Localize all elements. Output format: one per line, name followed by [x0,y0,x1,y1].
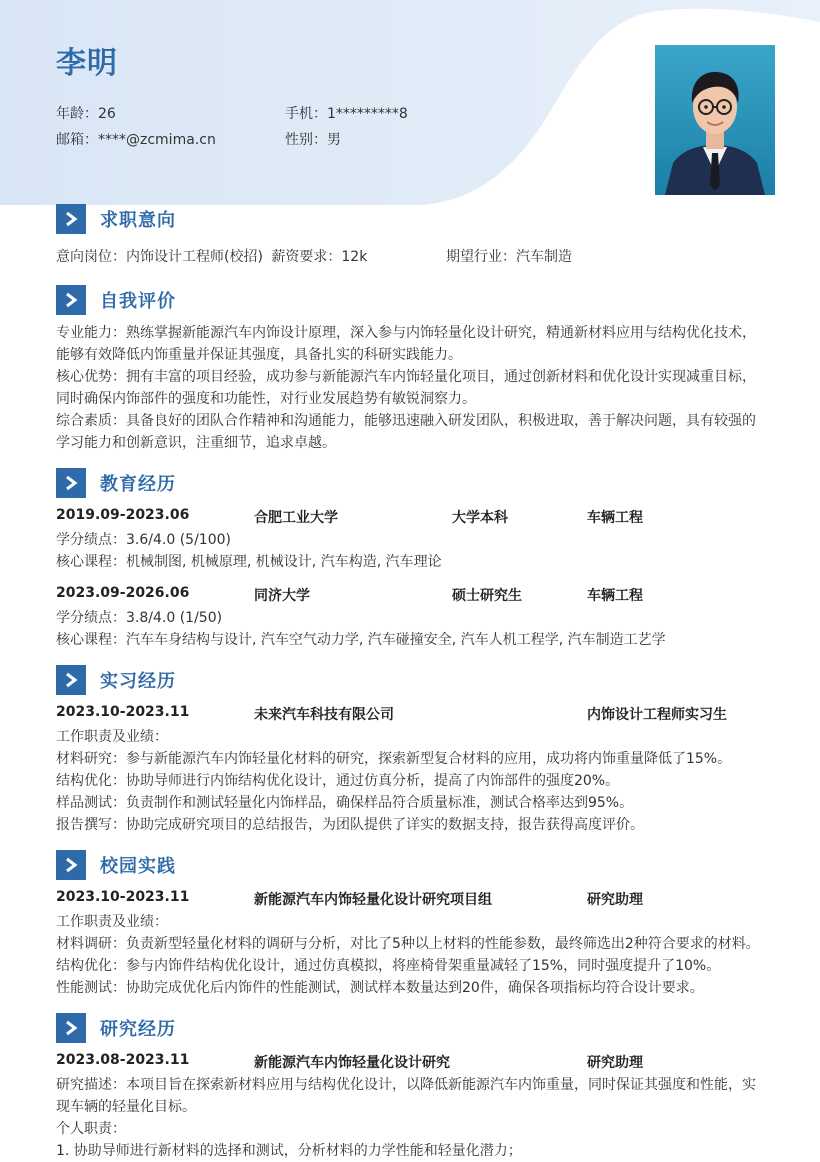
intent-industry: 期望行业：汽车制造 [446,249,572,265]
research-line: 现车辆的轻量化目标。 [56,1099,196,1115]
intern-line: 材料研究：参与新能源汽车内饰轻量化材料的研究，探索新型复合材料的应用，成功将内饰重量降低了15%。 [56,751,732,767]
education-entry-header [56,585,768,605]
section-self-eval-header [56,285,176,315]
self-eval-line: 综合素质：具备良好的团队合作精神和沟通能力，能够迅速融入研发团队，积极进取，善于解决问题，具有较强的 [56,413,756,429]
research-line: 1. 协助导师进行新材料的选择和测试，分析材料的力学性能和轻量化潜力； [56,1143,522,1159]
chevron-right-icon [56,665,86,695]
research-line: 个人职责： [56,1121,126,1137]
section-education-header [56,468,176,498]
campus-line: 性能测试：协助完成优化后内饰件的性能测试，测试样本数量达到20件，确保各项指标均符合设计要求。 [56,980,704,996]
edu-degree: 硕士研究生 [452,588,522,604]
section-title: 自我评价 [100,291,176,312]
campus-role: 研究助理 [587,892,643,908]
internship-entry-header [56,704,768,724]
research-period: 2023.08-2023.11 [56,1052,190,1068]
intern-line: 样品测试：负责制作和测试轻量化内饰样品，确保样品符合质量标准，测试合格率达到95%。 [56,795,634,811]
section-title: 求职意向 [100,210,176,231]
email-field [56,129,216,149]
intern-line: 结构优化：协助导师进行内饰结构优化设计，通过仿真分析，提高了内饰部件的强度20%。 [56,773,620,789]
gender-field [285,129,341,149]
edu-courses: 核心课程：机械制图, 机械原理, 机械设计, 汽车构造, 汽车理论 [56,554,442,570]
age-field [56,103,116,123]
section-title: 实习经历 [100,671,176,692]
section-research-header [56,1013,176,1043]
section-title: 教育经历 [100,474,176,495]
intern-company: 未来汽车科技有限公司 [254,707,394,723]
research-role: 研究助理 [587,1055,643,1071]
intern-line: 工作职责及业绩： [56,729,168,745]
section-title: 研究经历 [100,1019,176,1040]
campus-line: 工作职责及业绩： [56,914,168,930]
edu-gpa: 学分绩点：3.6/4.0 (5/100) [56,532,231,548]
gender-value: 男 [327,132,341,148]
edu-major: 车辆工程 [587,588,643,604]
phone-field [285,103,408,123]
age-label: 年龄： [56,106,98,122]
intern-period: 2023.10-2023.11 [56,704,190,720]
profile-photo [655,45,775,195]
intern-line: 报告撰写：协助完成研究项目的总结报告，为团队提供了详实的数据支持，报告获得高度评价。 [56,817,644,833]
chevron-right-icon [56,1013,86,1043]
edu-degree: 大学本科 [452,510,508,526]
edu-period: 2019.09-2023.06 [56,507,190,523]
campus-entry-header [56,889,768,909]
research-line: 研究描述：本项目旨在探索新材料应用与结构优化设计，以降低新能源汽车内饰重量，同时保证其强度和性能，实 [56,1077,756,1093]
edu-gpa: 学分绩点：3.8/4.0 (1/50) [56,610,223,626]
chevron-right-icon [56,204,86,234]
chevron-right-icon [56,850,86,880]
age-value: 26 [98,106,116,122]
campus-period: 2023.10-2023.11 [56,889,190,905]
edu-major: 车辆工程 [587,510,643,526]
self-eval-line: 核心优势：拥有丰富的项目经验，成功参与新能源汽车内饰轻量化项目，通过创新材料和优化设计实现减重目标， [56,369,756,385]
campus-org: 新能源汽车内饰轻量化设计研究项目组 [254,892,492,908]
self-eval-line: 专业能力：熟练掌握新能源汽车内饰设计原理，深入参与内饰轻量化设计研究，精通新材料应用与结构优化技术， [56,325,756,341]
chevron-right-icon [56,285,86,315]
self-eval-line: 同时确保内饰部件的强度和功能性，对行业发展趋势有敏锐洞察力。 [56,391,476,407]
intent-salary: 薪资要求：12k [271,249,368,265]
education-entry-header [56,507,768,527]
self-eval-line: 能够有效降低内饰重量并保证其强度，具备扎实的科研实践能力。 [56,347,462,363]
edu-school: 同济大学 [254,588,310,604]
self-eval-line: 学习能力和创新意识，注重细节，追求卓越。 [56,435,336,451]
chevron-right-icon [56,468,86,498]
section-job-intent-header [56,204,176,234]
research-project: 新能源汽车内饰轻量化设计研究 [254,1055,450,1071]
intent-position: 意向岗位：内饰设计工程师(校招) [56,249,263,265]
phone-value: 1*********8 [327,106,408,122]
campus-line: 材料调研：负责新型轻量化材料的调研与分析，对比了5种以上材料的性能参数，最终筛选出2种符合要求的材料。 [56,936,760,952]
edu-period: 2023.09-2026.06 [56,585,190,601]
section-campus-header [56,850,176,880]
email-value: ****@zcmima.cn [98,132,216,148]
section-title: 校园实践 [100,856,176,877]
section-internship-header [56,665,176,695]
candidate-name: 李明 [56,46,118,81]
research-entry-header [56,1052,768,1072]
phone-label: 手机： [285,106,327,122]
gender-label: 性别： [285,132,327,148]
intern-role: 内饰设计工程师实习生 [587,707,727,723]
edu-courses: 核心课程：汽车车身结构与设计, 汽车空气动力学, 汽车碰撞安全, 汽车人机工程学, 汽车制造工艺学 [56,632,666,648]
email-label: 邮箱： [56,132,98,148]
campus-line: 结构优化：参与内饰件结构优化设计，通过仿真模拟，将座椅骨架重量减轻了15%，同时强度提升了10%。 [56,958,721,974]
edu-school: 合肥工业大学 [254,510,338,526]
intent-row [56,246,768,268]
